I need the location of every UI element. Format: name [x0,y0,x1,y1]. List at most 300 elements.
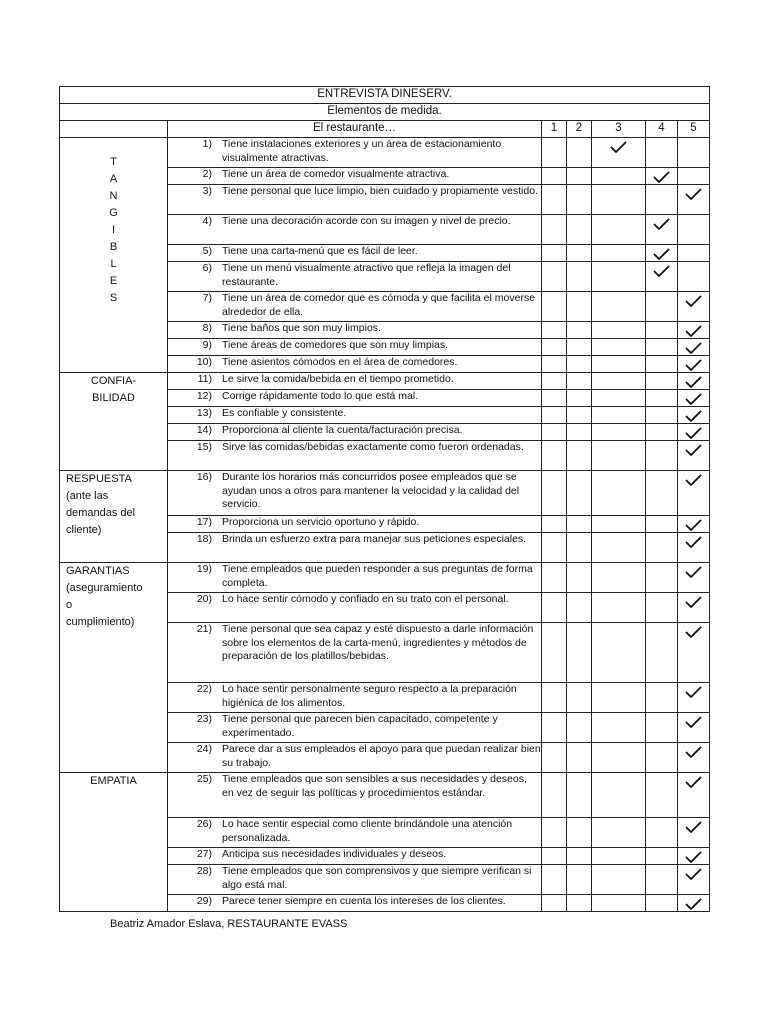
rating-cell-5 [678,516,710,533]
item-number: 2) [202,168,212,180]
rating-cell-1 [542,516,567,533]
rating-cell-1 [542,215,567,245]
rating-cell-5 [678,373,710,390]
category-label-letter: E [109,275,118,287]
check-icon [685,716,702,729]
item-text: Le sirve la comida/bebida en el tiempo prometido. [222,373,454,385]
item-cell [168,356,542,373]
item-number: 4) [202,215,212,227]
category-label-line: EMPATIA [90,775,137,787]
item-cell [168,895,542,912]
rating-cell-3 [592,262,646,292]
category-label-line: cliente) [66,524,102,536]
category-label-letter: G [109,207,118,219]
category-label-line: cumplimiento) [66,616,135,628]
rating-cell-4 [646,713,678,743]
rating-cell-3 [592,292,646,322]
rating-cell-4 [646,390,678,407]
rating-cell-1 [542,533,567,563]
item-number: 13) [196,407,212,419]
rating-cell-3 [592,623,646,683]
check-icon [685,746,702,759]
check-icon [653,218,670,231]
category-label-letter: A [109,173,118,185]
rating-cell-1 [542,373,567,390]
category-label-line: RESPUESTA [66,473,132,485]
category-label-letter: T [110,156,117,168]
item-cell [168,138,542,168]
rating-cell-3 [592,356,646,373]
item-number: 10) [196,356,212,368]
item-text: Lo hace sentir especial como cliente brindándole una atención personalizada. [222,818,513,844]
scale-header-1: 1 [542,121,567,138]
rating-cell-5 [678,215,710,245]
item-number: 24) [196,743,212,755]
item-number: 14) [196,424,212,436]
item-number: 15) [196,441,212,453]
rating-cell-4 [646,407,678,424]
item-number: 26) [196,818,212,830]
category-label-line: (ante las [66,490,109,502]
rating-cell-2 [567,865,592,895]
item-cell [168,818,542,848]
rating-cell-2 [567,292,592,322]
rating-cell-1 [542,563,567,593]
rating-cell-4 [646,424,678,441]
rating-cell-4 [646,516,678,533]
category-label-line: o [66,599,73,611]
column-header: El restaurante… [168,121,542,138]
rating-cell-2 [567,848,592,865]
rating-cell-3 [592,215,646,245]
rating-cell-3 [592,848,646,865]
rating-cell-3 [592,168,646,185]
rating-cell-5 [678,773,710,818]
rating-cell-2 [567,441,592,471]
item-cell [168,623,542,683]
check-icon [685,410,702,423]
rating-cell-2 [567,245,592,262]
scale-header-3: 3 [592,121,646,138]
item-number: 19) [196,563,212,575]
item-text: Es confiable y consistente. [222,407,347,419]
rating-cell-2 [567,593,592,623]
category-label-line: (aseguramiento [66,582,143,594]
item-number: 12) [196,390,212,402]
check-icon [685,376,702,389]
rating-cell-3 [592,818,646,848]
item-cell [168,168,542,185]
check-icon [685,821,702,834]
rating-cell-4 [646,245,678,262]
rating-cell-4 [646,593,678,623]
rating-cell-4 [646,215,678,245]
rating-cell-5 [678,865,710,895]
rating-cell-4 [646,865,678,895]
item-cell [168,185,542,215]
check-icon [685,295,702,308]
table-row [60,138,710,168]
item-text: Proporciona un servicio oportuno y rápido. [222,516,420,528]
rating-cell-5 [678,322,710,339]
rating-cell-3 [592,471,646,516]
rating-cell-2 [567,471,592,516]
item-number: 27) [196,848,212,860]
category-header-cell [60,121,168,138]
rating-cell-1 [542,407,567,424]
rating-cell-3 [592,441,646,471]
rating-cell-1 [542,848,567,865]
item-text: Corrige rápidamente todo lo que está mal. [222,390,419,402]
rating-cell-1 [542,292,567,322]
item-number: 16) [196,471,212,483]
rating-cell-4 [646,471,678,516]
rating-cell-2 [567,533,592,563]
scale-header-2: 2 [567,121,592,138]
check-icon [685,519,702,532]
rating-cell-3 [592,563,646,593]
rating-cell-1 [542,683,567,713]
rating-cell-4 [646,292,678,322]
item-cell [168,245,542,262]
item-number: 20) [196,593,212,605]
item-number: 23) [196,713,212,725]
rating-cell-2 [567,623,592,683]
item-text: Tiene baños que son muy limpios. [222,322,381,334]
check-icon [685,566,702,579]
category-label-line: GARANTIAS [66,565,130,577]
scale-header-4: 4 [646,121,678,138]
item-cell [168,533,542,563]
item-cell [168,373,542,390]
item-number: 28) [196,865,212,877]
rating-cell-5 [678,593,710,623]
rating-cell-2 [567,356,592,373]
table-row [60,773,710,818]
item-cell [168,215,542,245]
rating-cell-5 [678,292,710,322]
item-cell [168,407,542,424]
item-number: 5) [202,245,212,257]
rating-cell-2 [567,516,592,533]
rating-cell-1 [542,593,567,623]
rating-cell-3 [592,424,646,441]
rating-cell-1 [542,743,567,773]
check-icon [685,536,702,549]
rating-cell-2 [567,407,592,424]
rating-cell-1 [542,424,567,441]
item-number: 7) [202,292,212,304]
item-text: Tiene un área de comedor visualmente atractiva. [222,168,450,180]
item-text: Tiene un menú visualmente atractivo que refleja la imagen del restaurante. [222,262,511,288]
check-icon [653,171,670,184]
item-text: Anticipa sus necesidades individuales y deseos. [222,848,447,860]
check-icon [685,898,702,911]
check-icon [653,265,670,278]
rating-cell-2 [567,895,592,912]
category-cell [60,773,168,912]
dineserv-table [59,86,710,912]
item-text: Tiene empleados que son sensibles a sus necesidades y deseos, en vez de seguir las políticas y procedimientos estándar. [222,773,527,799]
rating-cell-1 [542,356,567,373]
rating-cell-5 [678,683,710,713]
rating-cell-4 [646,322,678,339]
rating-cell-4 [646,262,678,292]
rating-cell-3 [592,533,646,563]
rating-cell-5 [678,138,710,168]
check-icon [685,325,702,338]
rating-cell-3 [592,390,646,407]
item-cell [168,563,542,593]
item-text: Lo hace sentir personalmente seguro respecto a la preparación higiénica de los alimentos. [222,683,517,709]
category-label-letter: S [109,292,118,304]
item-cell [168,262,542,292]
item-cell [168,743,542,773]
table-title: ENTREVISTA DINESERV. [60,87,710,104]
rating-cell-1 [542,245,567,262]
item-cell [168,773,542,818]
check-icon [685,776,702,789]
rating-cell-4 [646,356,678,373]
table-row [60,563,710,593]
rating-cell-4 [646,373,678,390]
category-label-letter: B [109,241,118,253]
item-number: 3) [202,185,212,197]
item-cell [168,848,542,865]
item-text: Tiene empleados que son comprensivos y que siempre verifican si algo está mal. [222,865,532,891]
item-cell [168,713,542,743]
column-header-row [60,121,710,138]
rating-cell-5 [678,471,710,516]
item-number: 6) [202,262,212,274]
scale-header-5: 5 [678,121,710,138]
rating-cell-1 [542,390,567,407]
category-cell [60,563,168,773]
check-icon [685,596,702,609]
item-text: Tiene personal que sea capaz y esté dispuesto a darle información sobre los elementos de la carta-menú, ingredientes y métodos de preparación de los platillos/bebidas. [222,623,534,663]
rating-cell-1 [542,339,567,356]
rating-cell-4 [646,683,678,713]
table-row [60,373,710,390]
rating-cell-2 [567,743,592,773]
item-cell [168,865,542,895]
rating-cell-5 [678,563,710,593]
check-icon [610,141,627,154]
item-cell [168,292,542,322]
item-text: Tiene personal que luce limpio, bien cuidado y propiamente vestido. [222,185,538,197]
rating-cell-5 [678,713,710,743]
rating-cell-1 [542,138,567,168]
rating-cell-4 [646,818,678,848]
check-icon [685,444,702,457]
check-icon [685,686,702,699]
rating-cell-5 [678,390,710,407]
rating-cell-2 [567,215,592,245]
item-text: Tiene una decoración acorde con su imagen y nivel de precio. [222,215,511,227]
rating-cell-2 [567,713,592,743]
rating-cell-2 [567,424,592,441]
category-cell [60,138,168,373]
rating-cell-5 [678,407,710,424]
rating-cell-1 [542,185,567,215]
item-cell [168,441,542,471]
rating-cell-4 [646,138,678,168]
item-number: 9) [202,339,212,351]
rating-cell-5 [678,262,710,292]
rating-cell-5 [678,424,710,441]
rating-cell-3 [592,339,646,356]
footer-author: Beatriz Amador Eslava, RESTAURANTE EVASS [110,918,348,930]
item-cell [168,322,542,339]
rating-cell-5 [678,245,710,262]
item-number: 11) [197,373,212,385]
rating-cell-3 [592,683,646,713]
item-cell [168,390,542,407]
rating-cell-3 [592,773,646,818]
rating-cell-1 [542,441,567,471]
rating-cell-3 [592,138,646,168]
check-icon [653,248,670,261]
rating-cell-1 [542,865,567,895]
rating-cell-2 [567,818,592,848]
item-number: 17) [196,516,212,528]
rating-cell-3 [592,185,646,215]
rating-cell-3 [592,593,646,623]
rating-cell-5 [678,533,710,563]
rating-cell-4 [646,441,678,471]
item-cell [168,593,542,623]
rating-cell-3 [592,245,646,262]
rating-cell-3 [592,373,646,390]
rating-cell-2 [567,322,592,339]
item-number: 21) [196,623,212,635]
rating-cell-1 [542,623,567,683]
rating-cell-4 [646,339,678,356]
rating-cell-4 [646,848,678,865]
rating-cell-1 [542,471,567,516]
rating-cell-2 [567,563,592,593]
rating-cell-2 [567,168,592,185]
rating-cell-4 [646,563,678,593]
check-icon [685,626,702,639]
table-row [60,471,710,516]
item-cell [168,683,542,713]
check-icon [685,474,702,487]
rating-cell-5 [678,895,710,912]
rating-cell-1 [542,773,567,818]
item-cell [168,516,542,533]
item-cell [168,471,542,516]
rating-cell-4 [646,623,678,683]
rating-cell-5 [678,339,710,356]
item-number: 8) [202,322,212,334]
item-text: Lo hace sentir cómodo y confiado en su trato con el personal. [222,593,509,605]
rating-cell-3 [592,743,646,773]
category-label-letter: I [111,224,116,236]
category-label-line: CONFIA- [90,375,137,387]
item-number: 25) [196,773,212,785]
item-text: Tiene personal que parecen bien capacitado, competente y experimentado. [222,713,498,739]
item-text: Tiene empleados que pueden responder a sus preguntas de forma completa. [222,563,533,589]
item-text: Proporciona al cliente la cuenta/facturación precisa. [222,424,463,436]
rating-cell-4 [646,533,678,563]
rating-cell-1 [542,322,567,339]
item-text: Tiene asientos cómodos en el área de comedores. [222,356,458,368]
rating-cell-2 [567,683,592,713]
item-text: Durante los horarios más concurridos posee empleados que se ayudan unos a otros para mantener la velocidad y la calidad del servicio. [222,471,520,511]
rating-cell-5 [678,848,710,865]
rating-cell-4 [646,185,678,215]
item-cell [168,424,542,441]
item-text: Tiene un área de comedor que es cómoda y que facilita el moverse alrededor de ella. [222,292,536,318]
item-number: 29) [196,895,212,907]
category-label-letter: L [110,258,117,270]
rating-cell-5 [678,743,710,773]
check-icon [685,427,702,440]
rating-cell-5 [678,623,710,683]
item-text: Tiene instalaciones exteriores y un área de estacionamiento visualmente atractivas. [222,138,502,164]
rating-cell-5 [678,441,710,471]
item-number: 1) [202,138,212,150]
rating-cell-3 [592,516,646,533]
item-text: Parece dar a sus empleados el apoyo para que puedan realizar bien su trabajo. [222,743,541,769]
title-row [60,87,710,104]
item-text: Brinda un esfuerzo extra para manejar sus peticiones especiales. [222,533,527,545]
item-text: Parece tener siempre en cuenta los intereses de los clientes. [222,895,506,907]
rating-cell-2 [567,339,592,356]
check-icon [685,188,702,201]
category-label-line: BILIDAD [92,392,135,404]
rating-cell-1 [542,895,567,912]
rating-cell-2 [567,390,592,407]
subtitle-row [60,104,710,121]
rating-cell-3 [592,865,646,895]
category-label-letter: N [109,190,118,202]
item-cell [168,339,542,356]
check-icon [685,868,702,881]
rating-cell-4 [646,168,678,185]
item-text: Tiene áreas de comedores que son muy limpias. [222,339,449,351]
rating-cell-1 [542,713,567,743]
table-subtitle: Elementos de medida. [60,104,710,121]
item-number: 22) [196,683,212,695]
category-label-line: demandas del [66,507,136,519]
rating-cell-3 [592,407,646,424]
check-icon [685,851,702,864]
rating-cell-2 [567,262,592,292]
item-text: Sirve las comidas/bebidas exactamente como fueron ordenadas. [222,441,524,453]
rating-cell-2 [567,185,592,215]
rating-cell-1 [542,262,567,292]
rating-cell-2 [567,138,592,168]
rating-cell-5 [678,168,710,185]
category-cell [60,373,168,471]
rating-cell-4 [646,895,678,912]
rating-cell-3 [592,895,646,912]
rating-cell-2 [567,773,592,818]
rating-cell-1 [542,818,567,848]
rating-cell-4 [646,743,678,773]
rating-cell-5 [678,356,710,373]
check-icon [685,342,702,355]
rating-cell-2 [567,373,592,390]
rating-cell-5 [678,818,710,848]
check-icon [685,393,702,406]
rating-cell-1 [542,168,567,185]
item-text: Tiene una carta-menú que es fácil de leer. [222,245,418,257]
rating-cell-3 [592,322,646,339]
item-number: 18) [196,533,212,545]
